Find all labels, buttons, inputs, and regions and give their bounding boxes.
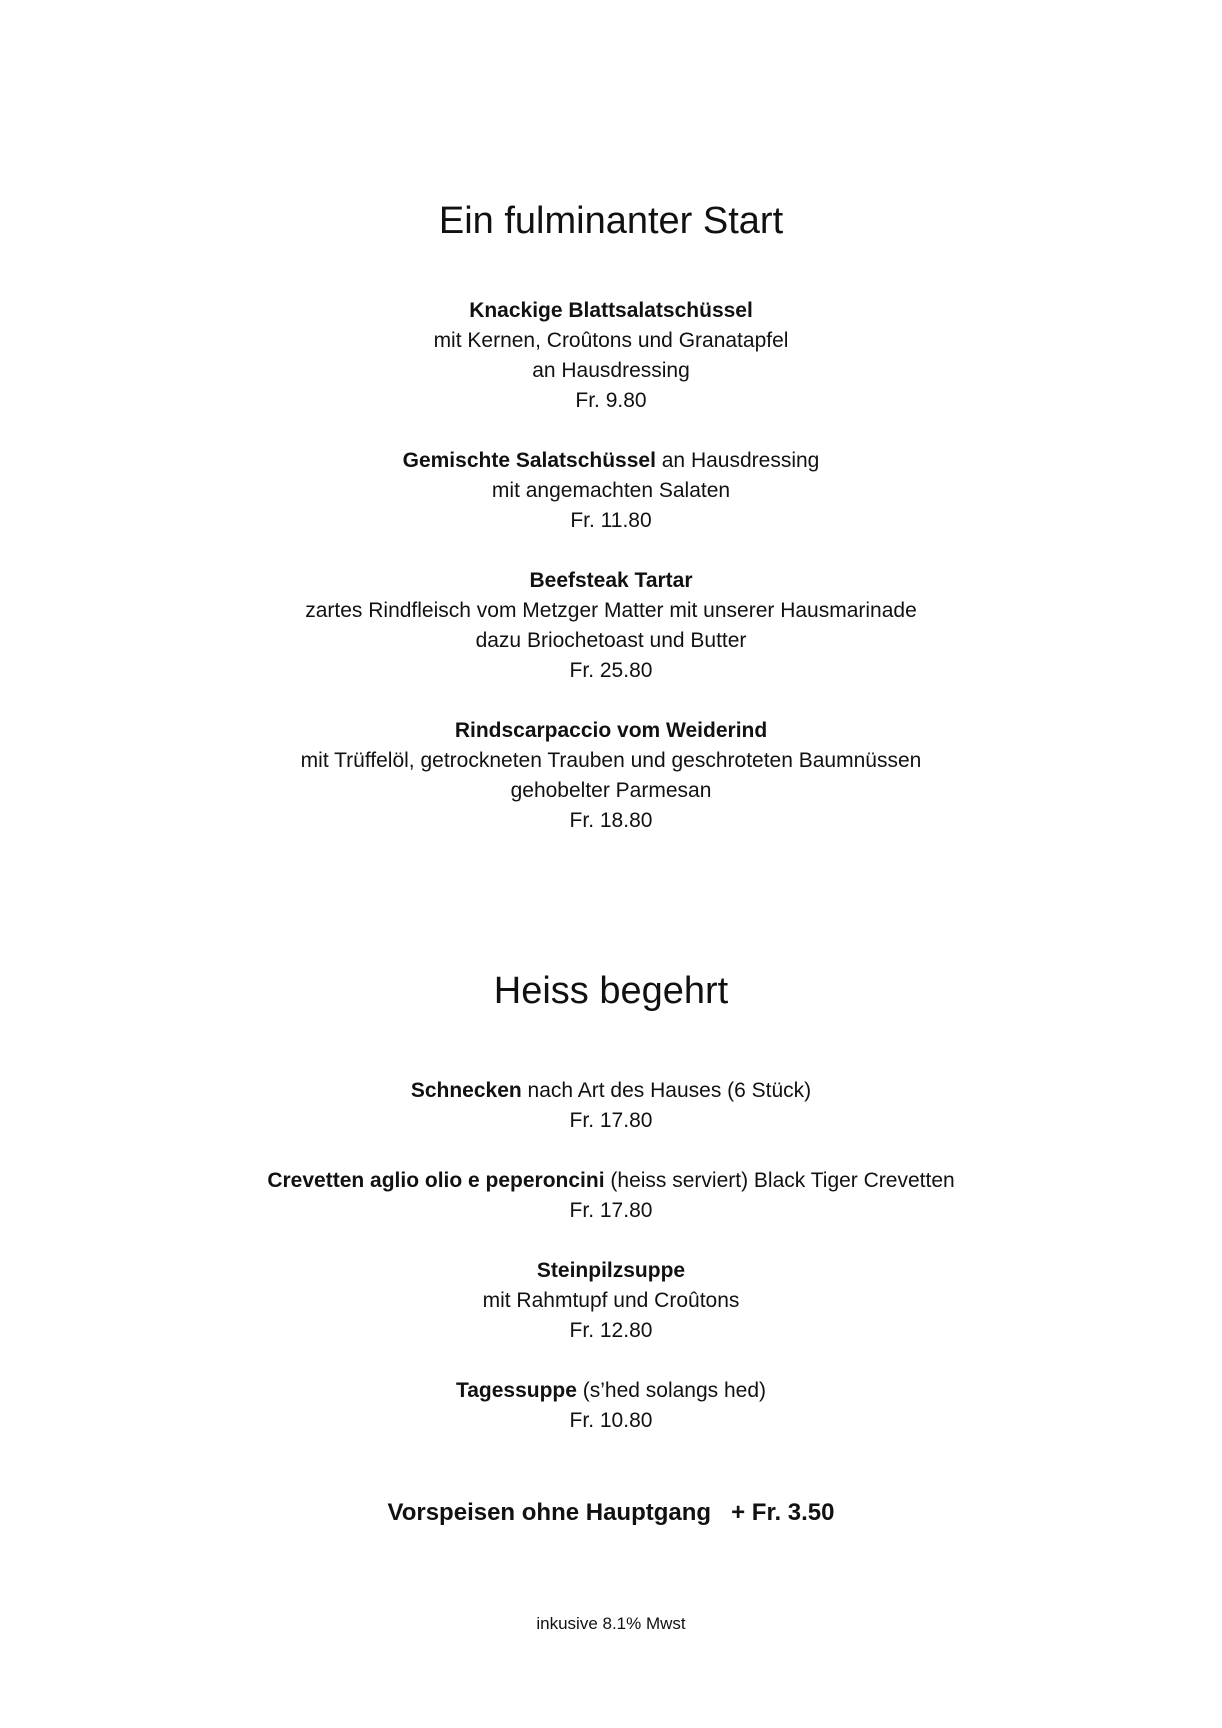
item-description: dazu Briochetoast und Butter [475,629,747,652]
surcharge-label: Vorspeisen ohne Hauptgang [387,1499,712,1526]
item-price: Fr. 18.80 [569,809,653,832]
item-name: Rindscarpaccio vom Weiderind [454,719,768,742]
item-name: Knackige Blattsalatschüssel [469,299,753,322]
item-name: Beefsteak Tartar [529,569,693,592]
section-hot-dishes [0,1076,1222,1466]
item-name-suffix: (s’hed solangs hed) [576,1379,767,1402]
menu-item [0,716,1222,836]
menu-item [0,1376,1222,1436]
item-name: Schnecken [410,1079,522,1102]
menu-item [0,1076,1222,1136]
item-price: Fr. 10.80 [569,1409,653,1432]
item-description: an Hausdressing [532,359,690,382]
menu-item [0,1256,1222,1346]
item-name-suffix: nach Art des Hauses (6 Stück) [521,1079,812,1102]
surcharge-note [0,1497,1222,1529]
item-name-suffix: (heiss serviert) Black Tiger Crevetten [604,1169,955,1192]
section-title-hot-dishes: Heiss begehrt [493,970,729,1012]
vat-note: inkusive 8.1% Mwst [536,1614,686,1633]
item-name: Crevetten aglio olio e peperoncini [267,1169,605,1192]
menu-item [0,1166,1222,1226]
menu-item [0,566,1222,686]
menu-item [0,446,1222,536]
item-price: Fr. 12.80 [569,1319,653,1342]
section-title-starters: Ein fulminanter Start [438,200,784,242]
item-name: Steinpilzsuppe [536,1259,686,1282]
item-description: mit Kernen, Croûtons und Granatapfel [433,329,789,352]
surcharge-price: + Fr. 3.50 [731,1499,835,1526]
item-name: Tagessuppe [455,1379,577,1402]
item-price: Fr. 9.80 [575,389,647,412]
section-starters [0,296,1222,866]
item-price: Fr. 11.80 [570,509,652,532]
item-price: Fr. 17.80 [569,1109,653,1132]
item-price: Fr. 17.80 [569,1199,653,1222]
menu-item [0,296,1222,416]
item-name-suffix: an Hausdressing [655,449,820,472]
item-description: mit Trüffelöl, getrockneten Trauben und geschroteten Baumnüssen [300,749,922,772]
item-description: mit Rahmtupf und Croûtons [482,1289,740,1312]
item-description: gehobelter Parmesan [510,779,712,802]
item-description: mit angemachten Salaten [491,479,731,502]
item-name: Gemischte Salatschüssel [402,449,656,472]
item-price: Fr. 25.80 [569,659,653,682]
item-description: zartes Rindfleisch vom Metzger Matter mit unserer Hausmarinade [305,599,917,622]
